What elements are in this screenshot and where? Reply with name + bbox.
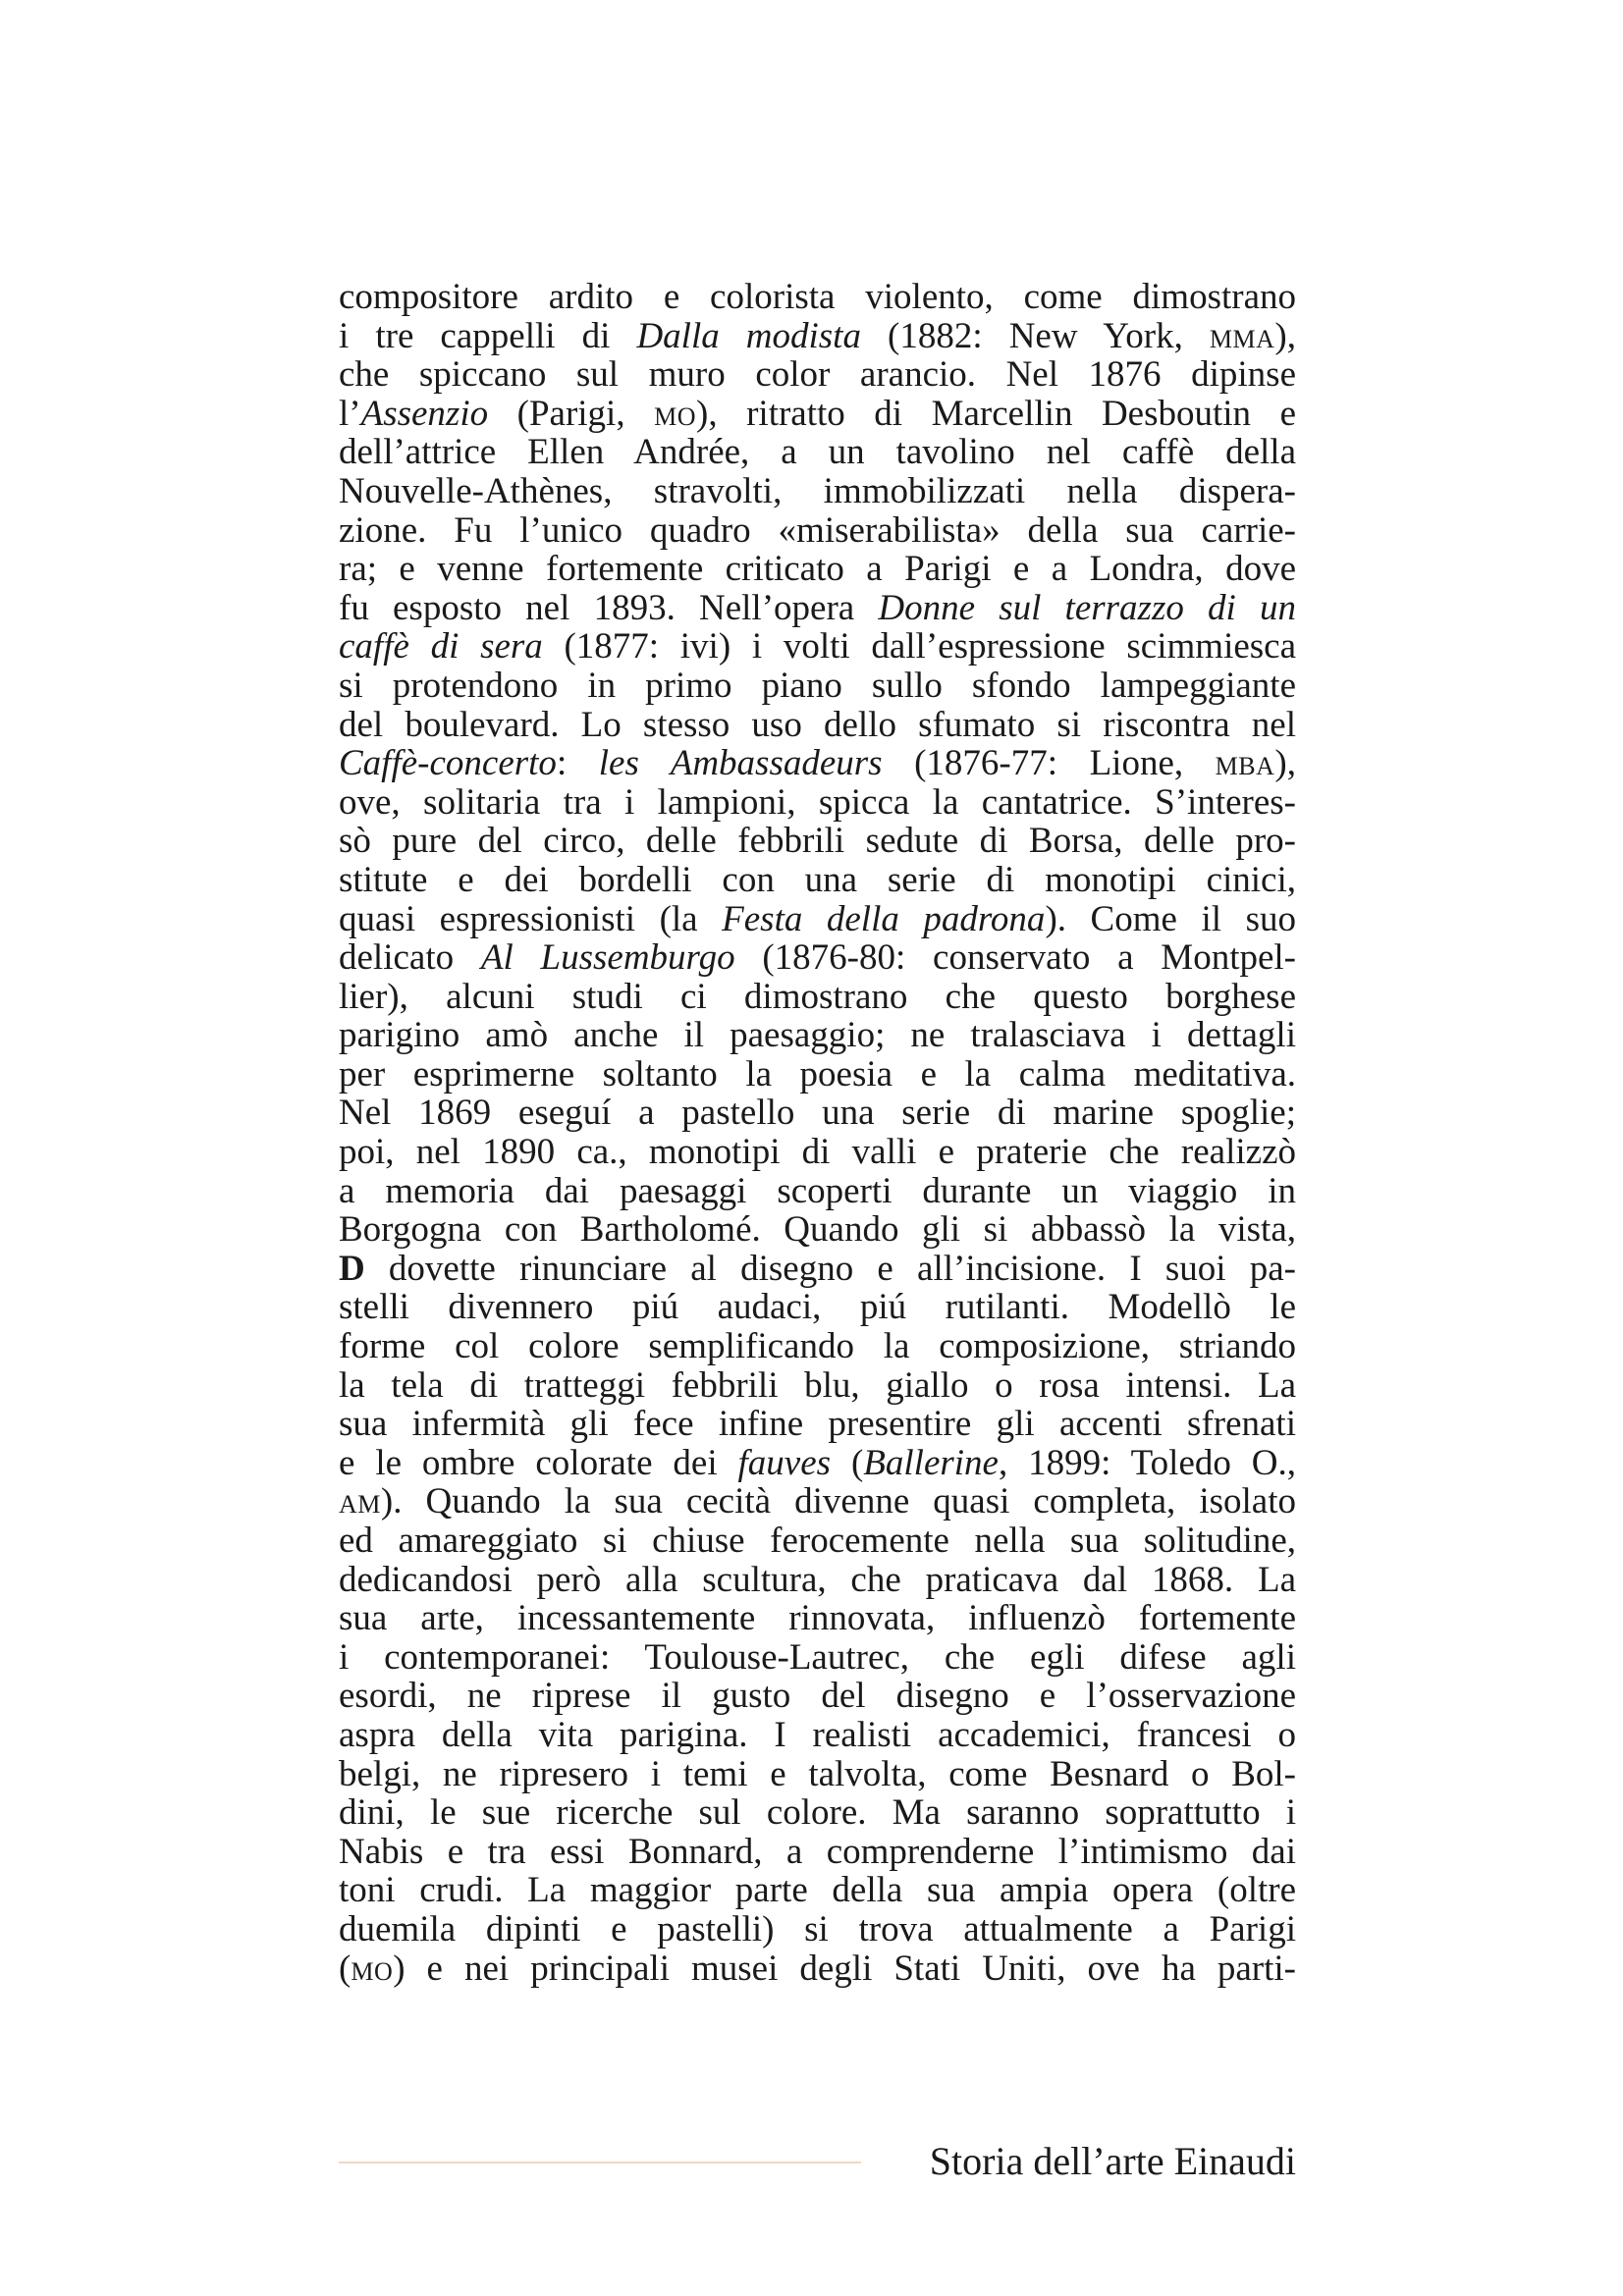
text-run: ). Quando la sua cecità divenne quasi completa, isolato [380,1482,1296,1522]
text-run: ), ritratto di Marcellin Desboutin e [696,394,1296,434]
text-run: Nabis e tra essi Bonnard, a comprenderne l’intimismo dai [339,1832,1296,1872]
text-line [339,433,1296,472]
text-run: dovette rinunciare al disegno e all’incisione. I suoi pa- [364,1249,1296,1289]
text-run: per esprimerne soltanto la poesia e la calma meditativa. [339,1054,1296,1095]
text-line [339,627,1296,667]
text-run: Borgogna con Bartholomé. Quando gli si abbassò la vista, [339,1210,1296,1250]
text-line [339,744,1296,783]
text-line [339,783,1296,823]
text-run: ( [339,1949,352,1989]
text-line [339,1016,1296,1055]
text-line [339,1327,1296,1366]
text-run: i tre cappelli di [339,316,637,356]
text-line [339,900,1296,939]
text-run: toni crudi. La maggior parte della sua ampia opera (oltre [339,1871,1296,1910]
text-run: del boulevard. Lo stesso uso dello sfumato si riscontra nel [339,705,1296,745]
abbreviation: am [339,1482,381,1522]
body-text [339,278,1296,1988]
text-line [339,472,1296,511]
text-line [339,1094,1296,1133]
text-line [339,511,1296,551]
text-line [339,395,1296,434]
text-run: dini, le sue ricerche sul colore. Ma saranno soprattutto i [339,1793,1296,1833]
italic-text: Caffè-concerto [339,744,557,783]
italic-text: Donne sul terrazzo di un [878,588,1296,628]
text-run: duemila dipinti e pastelli) si trova attualmente a Parigi [339,1909,1296,1949]
text-run: : [556,744,599,783]
text-run: ). Come il suo [1045,899,1296,939]
text-run: che spiccano sul muro color arancio. Nel 1876 dipinse [339,355,1296,395]
text-run: sò pure del circo, delle febbrili sedute di Borsa, delle pro- [339,822,1296,861]
text-run: si protendono in primo piano sullo sfondo lampeggiante [339,666,1296,706]
text-run: sua infermità gli fece infine presentire gli accenti sfrenati [339,1405,1296,1444]
text-line [339,1949,1296,1989]
text-line [339,317,1296,356]
text-line [339,1210,1296,1250]
text-line [339,822,1296,861]
text-line [339,1250,1296,1289]
abbreviation: mma [1209,316,1275,356]
text-run: quasi espressionisti (la [339,899,723,939]
text-line [339,1716,1296,1755]
text-line [339,706,1296,745]
text-run: la tela di tratteggi febbrili blu, giallo o rosa intensi. La [339,1365,1296,1406]
text-line [339,1172,1296,1211]
text-run: (1882: New York, [860,316,1210,356]
text-run: zione. Fu l’unico quadro «miserabilista» della sua carrie- [339,510,1296,551]
text-line [339,1755,1296,1794]
footer-title: Storia dell’arte Einaudi [929,2139,1296,2183]
text-line [339,1833,1296,1872]
text-run: fu esposto nel 1893. Nell’opera [339,588,879,628]
text-run: poi, nel 1890 ca., monotipi di valli e praterie che realizzò [339,1133,1296,1172]
text-line [339,1522,1296,1561]
text-run: Nouvelle-Athènes, stravolti, immobilizzati nella dispera- [339,471,1296,511]
text-run: sua arte, incessantemente rinnovata, influenzò fortemente [339,1599,1296,1638]
text-run: e le ombre colorate dei [339,1443,738,1483]
text-run: ( [831,1443,864,1483]
text-run: ed amareggiato si chiuse ferocemente nella sua solitudine, [339,1522,1296,1561]
text-line [339,1366,1296,1406]
text-run: (1876-77: Lione, [882,744,1216,783]
text-line [339,1405,1296,1444]
italic-text: Al Lussemburgo [480,938,735,978]
italic-text: Dalla modista [636,316,861,356]
text-line [339,1638,1296,1678]
abbreviation: mo [351,1949,394,1989]
italic-text: caffè di sera [339,627,543,667]
italic-text: les Ambassadeurs [598,744,883,783]
text-run: ), [1274,744,1296,783]
text-run: delicato [339,938,481,978]
text-line [339,1599,1296,1638]
abbreviation: mo [654,394,697,434]
text-run: a memoria dai paesaggi scoperti durante un viaggio in [339,1171,1296,1211]
text-run: belgi, ne ripresero i temi e talvolta, come Besnard o Bol- [339,1754,1296,1794]
text-line [339,1482,1296,1522]
text-line [339,589,1296,628]
text-run: lier), alcuni studi ci dimostrano che questo borghese [339,977,1296,1017]
text-run: ) e nei principali musei degli Stati Uniti, ove ha parti- [393,1949,1296,1989]
text-run: l’ [339,394,361,434]
text-line [339,550,1296,589]
text-run: dell’attrice Ellen Andrée, a un tavolino nel caffè della [339,433,1296,472]
text-line [339,1055,1296,1095]
text-line [339,1793,1296,1833]
italic-text: Ballerine [863,1443,999,1483]
abbreviation: mba [1215,744,1275,783]
text-line [339,861,1296,900]
text-line [339,355,1296,395]
text-run: parigino amò anche il paesaggio; ne tralasciava i dettagli [339,1016,1296,1055]
text-run: ), [1274,316,1296,356]
bold-initial: D [339,1249,365,1289]
text-run: ra; e venne fortemente criticato a Parigi e a Londra, dove [339,550,1296,589]
text-run: , 1899: Toledo O., [998,1443,1296,1483]
text-line [339,938,1296,978]
text-line [339,1561,1296,1600]
text-run: stitute e dei bordelli con una serie di monotipi cinici, [339,860,1296,900]
text-run: esordi, ne riprese il gusto del disegno e l’osservazione [339,1677,1296,1716]
text-run: Nel 1869 eseguí a pastello una serie di marine spoglie; [339,1094,1296,1134]
text-line [339,1910,1296,1949]
footer-rule [339,2162,861,2163]
text-run: forme col colore semplificando la composizione, striando [339,1327,1296,1366]
text-line [339,1444,1296,1483]
italic-text: Festa della padrona [722,899,1046,939]
text-run: dedicandosi però alla scultura, che praticava dal 1868. La [339,1560,1296,1600]
text-line [339,978,1296,1017]
italic-text: fauves [737,1443,832,1483]
text-line [339,1133,1296,1172]
text-line [339,278,1296,317]
text-line [339,1288,1296,1327]
text-run: ove, solitaria tra i lampioni, spicca la cantatrice. S’interes- [339,782,1296,823]
text-run: i contemporanei: Toulouse-Lautrec, che egli difese agli [339,1637,1296,1678]
text-line [339,1677,1296,1716]
text-run: (Parigi, [488,394,655,434]
text-run: (1877: ivi) i volti dall’espressione scimmiesca [542,627,1296,667]
text-run: stelli divennero piú audaci, piú rutilanti. Modellò le [339,1288,1296,1328]
text-run: aspra della vita parigina. I realisti accademici, francesi o [339,1715,1296,1755]
text-line [339,667,1296,706]
text-line [339,1871,1296,1910]
italic-text: Assenzio [360,394,489,434]
text-run: compositore ardito e colorista violento, come dimostrano [339,278,1296,317]
text-run: (1876-80: conservato a Montpel- [734,938,1296,978]
